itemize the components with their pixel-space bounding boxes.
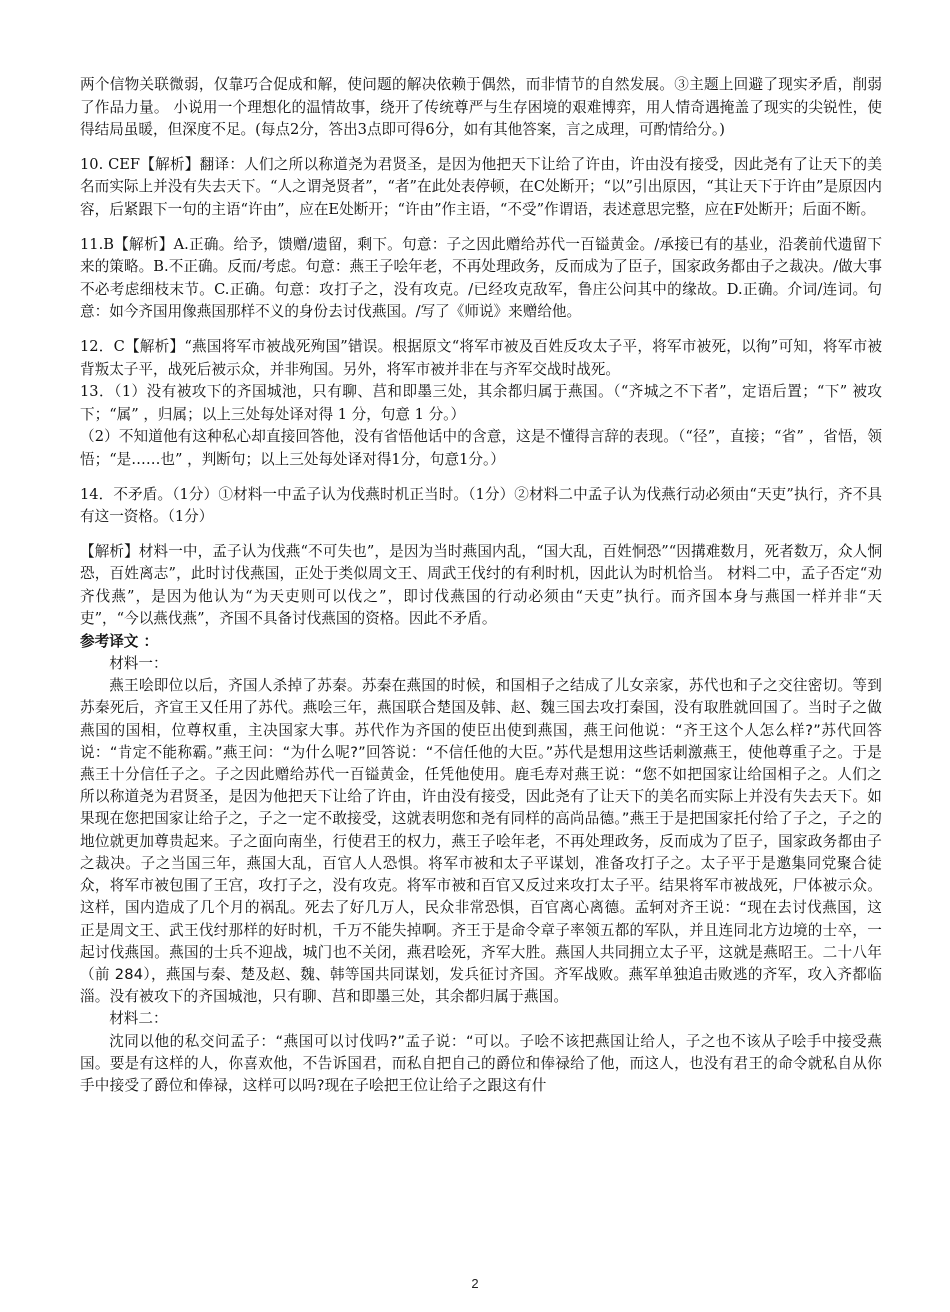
answer-q12: 12．C【解析】“燕国将军市被战死殉国”错误。根据原文“将军市被及百姓反攻太子平，将军市被死，以徇”可知，将军市被背叛太子平，战死后被示众，并非殉国。另外，将军市被并非在与齐军交战时战死。: [80, 337, 882, 378]
answer-q11: 11.B【解析】A.正确。给予，馈赠/遗留，剩下。句意：子之因此赠给苏代一百镒黄金。/承接已有的基业，沿袭前代遗留下来的策略。B.不正确。反而/考虑。句意：燕王子哙年老，不再处理政务，反而成为了臣子，国家政务都由子之裁决。/做大事不必考虑细枝末节。C.正确。句意：攻打子之，没有攻克。/已经攻克敌军，鲁庄公问其中的缘故。D.正确。介词/连词。句意：如今齐国用像燕国那样不义的身份去讨伐燕国。/写了《师说》来赠给他。: [80, 235, 882, 321]
answer-q14: 14．不矛盾。（1分）①材料一中孟子认为伐燕时机正当时。（1分）②材料二中孟子认为伐燕行动必须由“天吏”执行，齐不具有这一资格。（1分）: [80, 485, 882, 526]
document-page: [80, 74, 882, 1097]
translation-heading: 参考译文 ：: [80, 633, 159, 651]
material1-text: 燕王哙即位以后，齐国人杀掉了苏秦。苏秦在燕国的时候，和国相子之结成了儿女亲家，苏代也和子之交往密切。等到苏秦死后，齐宣王又任用了苏代。燕哙三年，燕国联合楚国及韩、赵、魏三国去攻打秦国，没有取胜就回国了。当时子之做燕国的国相，位尊权重，主决国家大事。苏代作为齐国的使臣出使到燕国，燕王问他说：“齐王这个人怎么样?”苏代回答说：“肯定不能称霸。”燕王问：“为什么呢?”回答说：“不信任他的大臣。”苏代是想用这些话刺激燕王，使他尊重子之。于是燕王十分信任子之。子之因此赠给苏代一百镒黄金，任凭他使用。鹿毛寿对燕王说：“您不如把国家让给国相子之。人们之所以称道尧为君贤圣，是因为他把天下让给了许由，许由没有接受，因此尧有了让天下的美名而实际上并没有失去天下。如果现在您把国家让给子之，子之一定不敢接受，这就表明您和尧有同样的高尚品德。”燕王于是把国家托付给了子之，子之的地位就更加尊贵起来。子之面向南坐，行使君王的权力，燕王子哙年老，不再处理政务，反而成为了臣子，国家政务都由子之裁决。子之当国三年，燕国大乱，百官人人恐惧。将军市被和太子平谋划，准备攻打子之。太子平于是邀集同党聚合徒众，将军市被包围了王宫，攻打子之，没有攻克。将军市被和百官又反过来攻打太子平。结果将军市被战死，尸体被示众。这样，国内造成了几个月的祸乱。死去了好几万人，民众非常恐惧，百官离心离德。孟轲对齐王说：“现在去讨伐燕国，这正是周文王、武王伐纣那样的好时机，千万不能失掉啊。齐王于是命令章子率领五都的军队，并且连同北方边境的士卒，一起讨伐燕国。燕国的士兵不迎战，城门也不关闭，燕君哙死，齐军大胜。燕国人共同拥立太子平，这就是燕昭王。二十八年（前 284），燕国与秦、楚及赵、魏、韩等国共同谋划，发兵征讨齐国。齐军战败。燕军单独追击败逃的齐军，攻入齐都临淄。没有被攻下的齐国城池，只有聊、莒和即墨三处，其余都归属于燕国。: [80, 677, 882, 1006]
material2-text: 沈同以他的私交问孟子：“燕国可以讨伐吗?”孟子说：“可以。子哙不该把燕国让给人，子之也不该从子哙手中接受燕国。要是有这样的人，你喜欢他，不告诉国君，而私自把自己的爵位和俸禄给了他，而这人，也没有君王的命令就私自从你手中接受了爵位和俸禄，这样可以吗?现在子哙把王位让给子之跟这有什: [80, 1032, 882, 1094]
answer-q10: 10. CEF【解析】翻译：人们之所以称道尧为君贤圣，是因为他把天下让给了许由，许由没有接受，因此尧有了让天下的美名而实际上并没有失去天下。“人之谓尧贤者”，“者”在此处表停顿，在C处断开；“以”引出原因，“其让天下于许由”是原因内容，后紧跟下一句的主语“许由”，应在E处断开；“许由”作主语，“不受”作谓语，表述意思完整，应在F处断开；后面不断。: [80, 155, 882, 218]
material2-label: 材料二：: [109, 1010, 168, 1028]
material1-label: 材料一：: [109, 655, 168, 673]
answer-continuation: 两个信物关联微弱，仅靠巧合促成和解，使问题的解决依赖于偶然，而非情节的自然发展。③主题上回避了现实矛盾，削弱了作品力量。 小说用一个理想化的温情故事，绕开了传统尊严与生存困境的艰难博弈，用人情奇遇掩盖了现实的尖锐性，使得结局虽暖，但深度不足。(每点2分，答出3点即可得6分，如有其他答案，言之成理，可酌情给分。): [80, 76, 882, 139]
answer-q13-part2: （2）不知道他有这种私心却直接回答他，没有省悟他话中的含意，这是不懂得言辞的表现。（“径”，直接；“省” ，省悟，领悟；“是……也” ，判断句；以上三处每处译对得1分，句意1分。）: [80, 428, 882, 468]
page-number: 2: [471, 1276, 479, 1291]
answer-q14-analysis: 【解析】材料一中，孟子认为伐燕“不可失也”，是因为当时燕国内乱，“国大乱，百姓恫恐”“因搆难数月，死者数万，众人恫恐，百姓离志”，此时讨伐燕国，正处于类似周文王、周武王伐纣的有利时机，因此认为时机恰当。 材料二中，孟子否定“劝齐伐燕”，是因为他认为“为天吏则可以伐之”，即讨伐燕国的行动必须由“天吏”执行。而齐国本身与燕国一样并非“天吏”，“今以燕伐燕”，齐国不具备讨伐燕国的资格。因此不矛盾。: [80, 542, 882, 628]
answer-q13-part1: 13．（1）没有被攻下的齐国城池，只有聊、莒和即墨三处，其余都归属于燕国。（“齐城之不下者”，定语后置；“下” 被攻下；“属” ，归属；以上三处每处译对得 1 分，句意 1 分。）: [80, 383, 882, 423]
